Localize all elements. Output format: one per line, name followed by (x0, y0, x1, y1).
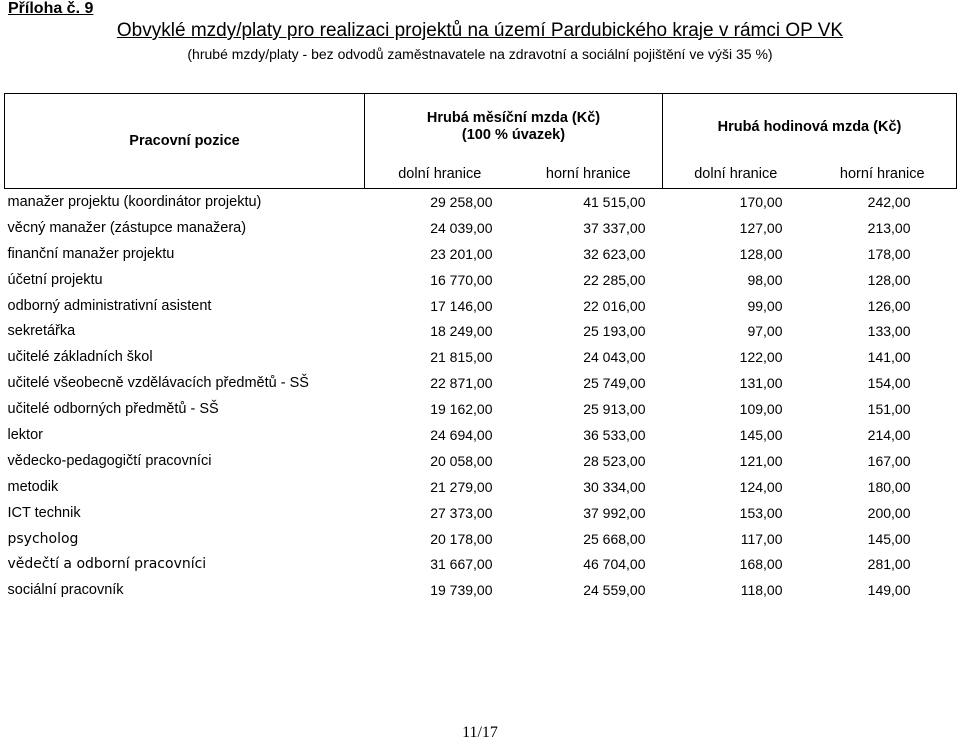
hourly-lower-cell: 145,00 (739, 426, 783, 443)
hourly-lower-cell: 117,00 (740, 530, 783, 547)
monthly-upper-cell: 30 334,00 (583, 478, 646, 495)
monthly-lower-cell: 20 178,00 (430, 530, 493, 547)
hourly-upper-cell: 126,00 (867, 297, 911, 314)
hourly-upper-cell: 281,00 (867, 556, 911, 573)
table-row (5, 189, 957, 215)
monthly-lower-cell: 21 279,00 (430, 478, 493, 495)
position-cell: finanční manažer projektu (7, 245, 175, 262)
position-cell: odborný administrativní asistent (7, 297, 212, 314)
monthly-upper-cell: 46 704,00 (583, 556, 646, 573)
header-monthly-wage (365, 94, 663, 161)
monthly-lower-cell: 18 249,00 (430, 323, 493, 340)
hourly-upper-cell: 149,00 (867, 582, 911, 599)
monthly-lower-cell: 20 058,00 (430, 452, 493, 469)
document-subtitle: (hrubé mzdy/platy - bez odvodů zaměstnavatele na zdravotní a sociální pojištění ve výši 35 %) (187, 46, 773, 62)
table-body (5, 189, 957, 604)
monthly-lower-cell: 24 694,00 (430, 426, 493, 443)
table-row (5, 500, 957, 526)
hourly-lower-cell: 131,00 (739, 375, 783, 392)
hourly-lower-cell: 168,00 (739, 556, 783, 573)
position-cell: učitelé všeobecně vzdělávacích předmětů - SŠ (7, 375, 309, 392)
position-cell: manažer projektu (koordinátor projektu) (7, 193, 262, 210)
monthly-lower-cell: 21 815,00 (430, 349, 493, 366)
page-number: 11/17 (462, 724, 498, 741)
table-row (5, 293, 957, 319)
monthly-upper-cell: 24 043,00 (583, 349, 646, 366)
monthly-upper-cell: 25 913,00 (583, 401, 646, 418)
table-row (5, 474, 957, 500)
table-row (5, 526, 957, 552)
header-monthly-lower: dolní hranice (365, 160, 515, 189)
monthly-upper-cell: 37 337,00 (583, 219, 646, 236)
monthly-upper-cell: 25 749,00 (583, 375, 646, 392)
table-row (5, 318, 957, 344)
hourly-upper-cell: 178,00 (867, 245, 911, 262)
monthly-upper-cell: 37 992,00 (583, 504, 646, 521)
header-position: Pracovní pozice (5, 94, 365, 189)
monthly-lower-cell: 17 146,00 (430, 297, 493, 314)
hourly-lower-cell: 121,00 (739, 452, 783, 469)
monthly-lower-cell: 23 201,00 (430, 245, 493, 262)
position-cell: učitelé odborných předmětů - SŠ (7, 401, 219, 418)
monthly-lower-cell: 24 039,00 (430, 219, 493, 236)
position-cell: učitelé základních škol (7, 349, 153, 366)
monthly-upper-cell: 41 515,00 (583, 193, 646, 210)
table-row (5, 422, 957, 448)
hourly-lower-cell: 128,00 (739, 245, 783, 262)
hourly-lower-cell: 98,00 (747, 271, 783, 288)
monthly-lower-cell: 16 770,00 (430, 271, 493, 288)
hourly-upper-cell: 128,00 (867, 271, 911, 288)
hourly-upper-cell: 145,00 (867, 530, 911, 547)
hourly-upper-cell: 214,00 (867, 426, 911, 443)
hourly-lower-cell: 109,00 (739, 401, 783, 418)
position-cell: ICT technik (7, 504, 81, 521)
hourly-lower-cell: 127,00 (739, 219, 783, 236)
monthly-upper-cell: 28 523,00 (583, 452, 646, 469)
hourly-lower-cell: 118,00 (740, 582, 783, 599)
monthly-lower-cell: 29 258,00 (430, 193, 493, 210)
table-row (5, 370, 957, 396)
hourly-lower-cell: 97,00 (747, 323, 783, 340)
document-title: Obvyklé mzdy/platy pro realizaci projektů na území Pardubického kraje v rámci OP VK (116, 20, 844, 41)
position-cell: metodik (7, 478, 59, 495)
hourly-upper-cell: 167,00 (867, 452, 911, 469)
appendix-label: Příloha č. 9 (8, 0, 94, 17)
header-hourly-upper: horní hranice (809, 160, 957, 189)
header-monthly-line2: (100 % úvazek) (461, 127, 566, 143)
monthly-lower-cell: 27 373,00 (430, 504, 493, 521)
position-cell: účetní projektu (7, 271, 103, 288)
hourly-lower-cell: 153,00 (739, 504, 783, 521)
position-cell: psycholog (7, 530, 79, 547)
salary-table (4, 93, 957, 603)
hourly-upper-cell: 180,00 (867, 478, 911, 495)
table-row (5, 241, 957, 267)
monthly-lower-cell: 19 739,00 (430, 582, 493, 599)
position-cell: lektor (7, 426, 43, 443)
position-cell: věcný manažer (zástupce manažera) (7, 219, 247, 236)
table-row (5, 344, 957, 370)
monthly-lower-cell: 22 871,00 (430, 375, 493, 392)
hourly-upper-cell: 213,00 (867, 219, 911, 236)
header-monthly-line1: Hrubá měsíční mzda (Kč) (426, 110, 601, 126)
monthly-upper-cell: 22 016,00 (583, 297, 646, 314)
hourly-upper-cell: 200,00 (867, 504, 911, 521)
position-cell: vědečtí a odborní pracovníci (7, 556, 207, 573)
position-cell: sekretářka (7, 323, 76, 340)
table-row (5, 577, 957, 603)
hourly-upper-cell: 151,00 (867, 401, 911, 418)
monthly-upper-cell: 25 668,00 (583, 530, 646, 547)
table-row (5, 396, 957, 422)
hourly-upper-cell: 242,00 (867, 193, 911, 210)
hourly-lower-cell: 170,00 (739, 193, 783, 210)
monthly-upper-cell: 32 623,00 (583, 245, 646, 262)
hourly-upper-cell: 154,00 (867, 375, 911, 392)
hourly-upper-cell: 133,00 (867, 323, 911, 340)
position-cell: vědecko-pedagogičtí pracovníci (7, 452, 212, 469)
hourly-lower-cell: 124,00 (739, 478, 783, 495)
hourly-upper-cell: 141,00 (867, 349, 911, 366)
position-cell: sociální pracovník (7, 582, 124, 599)
monthly-lower-cell: 31 667,00 (430, 556, 493, 573)
monthly-upper-cell: 24 559,00 (583, 582, 646, 599)
table-row (5, 551, 957, 577)
header-monthly-upper: horní hranice (515, 160, 663, 189)
table-row (5, 448, 957, 474)
monthly-upper-cell: 36 533,00 (583, 426, 646, 443)
header-hourly-wage: Hrubá hodinová mzda (Kč) (663, 94, 957, 161)
hourly-lower-cell: 122,00 (739, 349, 783, 366)
hourly-lower-cell: 99,00 (747, 297, 783, 314)
table-row (5, 215, 957, 241)
header-hourly-lower: dolní hranice (663, 160, 809, 189)
table-row (5, 267, 957, 293)
monthly-upper-cell: 22 285,00 (583, 271, 646, 288)
monthly-upper-cell: 25 193,00 (583, 323, 646, 340)
monthly-lower-cell: 19 162,00 (430, 401, 493, 418)
